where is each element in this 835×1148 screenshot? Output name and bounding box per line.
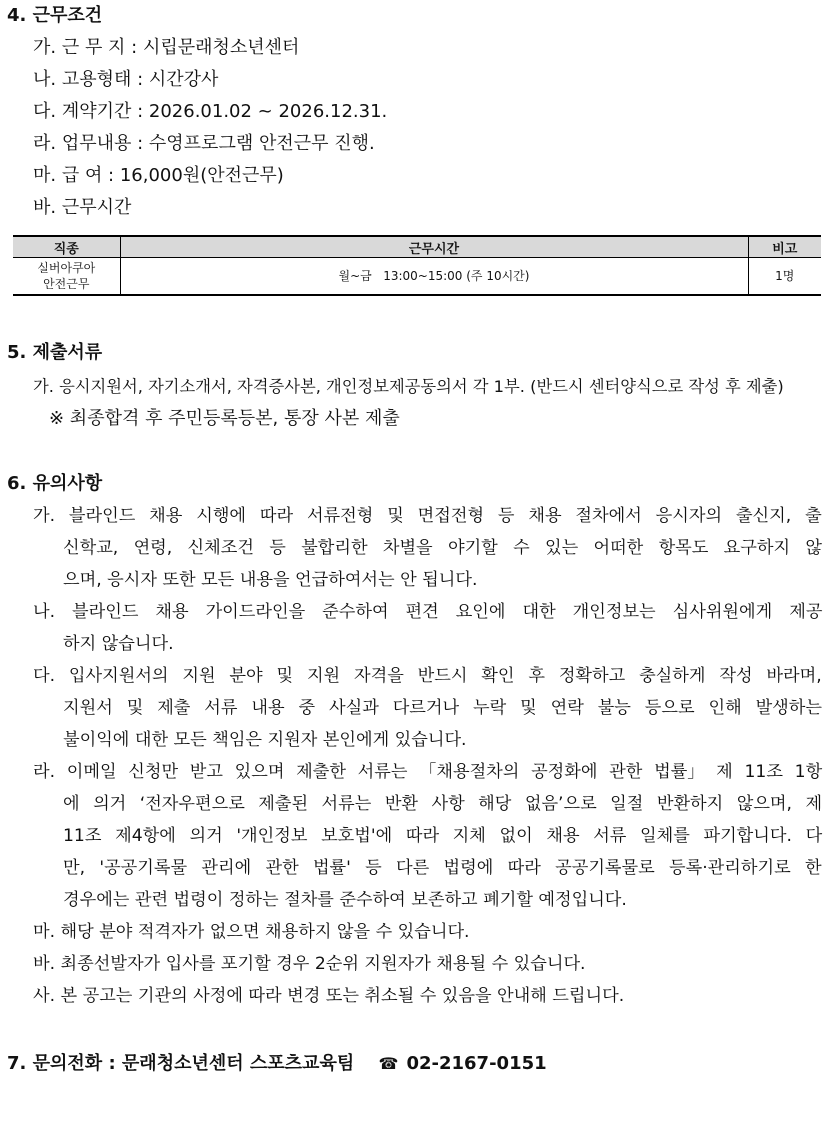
phone-number: 02-2167-0151 [406, 1053, 547, 1074]
notice-ga-line-3: 으며, 응시자 또한 모든 내용을 언급하여서는 안 됩니다. [63, 570, 478, 590]
table-row [13, 258, 821, 296]
section-5-heading: 5. 제출서류 [7, 342, 103, 363]
notice-na-line-2: 하지 않습니다. [63, 634, 174, 654]
notice-ra-line-4: 만, '공공기록물 관리에 관한 법률' 등 다른 법령에 따라 공공기록물로 등록·관리하기로 한 [63, 858, 822, 878]
cell-job [13, 258, 120, 296]
section-7-contact [7, 1052, 547, 1076]
work-location: 가. 근 무 지 : 시립문래청소년센터 [33, 37, 300, 58]
notice-ma: 마. 해당 분야 적격자가 없으면 채용하지 않을 수 있습니다. [33, 922, 470, 942]
cell-note: 1명 [748, 258, 821, 296]
salary: 마. 급 여 : 16,000원(안전근무) [33, 165, 284, 186]
section-6-heading: 6. 유의사항 [7, 473, 103, 494]
section-4-heading: 4. 근무조건 [7, 5, 103, 26]
cell-hours: 월~금 13:00~15:00 (주 10시간) [120, 258, 748, 296]
notice-ra-line-2: 에 의거 ‘전자우편으로 제출된 서류는 반환 사항 해당 없음’으로 일절 반환하지 않으며, 제 [63, 794, 823, 814]
section-7-heading: 7. 문의전화 : 문래청소년센터 스포츠교육팀 [7, 1053, 355, 1074]
notice-da-line-1: 다. 입사지원서의 지원 분야 및 지원 자격을 반드시 확인 후 정확하고 충실하게 작성 바라며, [33, 666, 822, 686]
employment-type: 나. 고용형태 : 시간강사 [33, 69, 219, 90]
header-job: 직종 [13, 236, 120, 258]
documents-note: ※ 최종합격 후 주민등록등본, 통장 사본 제출 [49, 408, 400, 429]
work-hours-label: 바. 근무시간 [33, 197, 132, 218]
notice-sa: 사. 본 공고는 기관의 사정에 따라 변경 또는 취소될 수 있음을 안내해 드립니다. [33, 986, 625, 1006]
notice-ga-line-1: 가. 블라인드 채용 시행에 따라 서류전형 및 면접전형 등 채용 절차에서 응시자의 출신지, 출 [33, 506, 822, 526]
work-hours-table [13, 235, 821, 296]
notice-ra-line-3: 11조 제4항에 의거 '개인정보 보호법'에 따라 지체 없이 채용 서류 일체를 파기합니다. 다 [63, 826, 823, 846]
notice-da-line-3: 불이익에 대한 모든 책임은 지원자 본인에게 있습니다. [63, 730, 467, 750]
phone-icon: ☎ [378, 1054, 399, 1073]
notice-ba: 바. 최종선발자가 입사를 포기할 경우 2순위 지원자가 채용될 수 있습니다. [33, 954, 586, 974]
notice-ra-line-5: 경우에는 관련 법령이 정하는 절차를 준수하여 보존하고 폐기할 예정입니다. [63, 890, 627, 910]
header-hours: 근무시간 [120, 236, 748, 258]
job-line-1: 실버아쿠아 [37, 261, 96, 275]
notice-da-line-2: 지원서 및 제출 서류 내용 중 사실과 다르거나 누락 및 연락 불능 등으로 인해 발생하는 [63, 698, 822, 718]
contract-period: 다. 계약기간 : 2026.01.02 ~ 2026.12.31. [33, 101, 388, 122]
notice-ga-line-2: 신학교, 연령, 신체조건 등 불합리한 차별을 야기할 수 있는 어떠한 항목도 요구하지 않 [63, 538, 822, 558]
notice-na-line-1: 나. 블라인드 채용 가이드라인을 준수하여 편견 요인에 대한 개인정보는 심사위원에게 제공 [33, 602, 823, 622]
notice-ra-line-1: 라. 이메일 신청만 받고 있으며 제출한 서류는 「채용절차의 공정화에 관한 법률」 제 11조 1항 [33, 762, 823, 782]
header-note: 비고 [748, 236, 821, 258]
documents-list: 가. 응시지원서, 자기소개서, 자격증사본, 개인정보제공동의서 각 1부. (반드시 센터양식으로 작성 후 제출) [33, 377, 784, 396]
job-line-2: 안전근무 [43, 277, 90, 291]
table-header-row [13, 236, 821, 258]
job-description: 라. 업무내용 : 수영프로그램 안전근무 진행. [33, 133, 375, 154]
